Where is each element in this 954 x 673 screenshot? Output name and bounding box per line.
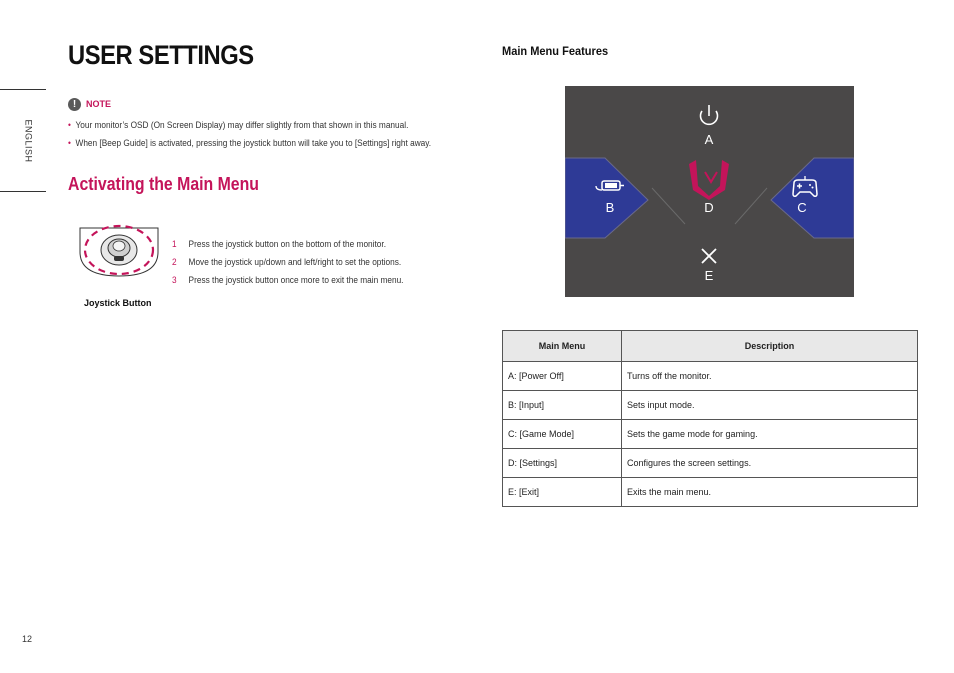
note-bullet (68, 138, 431, 148)
note-bullet-text: When [Beep Guide] is activated, pressing the joystick button will take you to [Settings] right away. (75, 138, 432, 148)
joystick-illustration (76, 222, 162, 280)
step-number: 3 (172, 275, 177, 285)
table-cell-menu: B: [Input] (503, 391, 622, 420)
table-row (503, 391, 918, 420)
page-title: USER SETTINGS (68, 40, 254, 70)
table-cell-menu: C: [Game Mode] (503, 420, 622, 449)
table-cell-description: Sets input mode. (622, 391, 918, 420)
section-heading: Activating the Main Menu (68, 174, 259, 194)
step-item (172, 257, 401, 267)
note-header (68, 96, 111, 112)
table-cell-menu: D: [Settings] (503, 449, 622, 478)
osd-label-b: B (605, 200, 615, 215)
note-bullet (68, 120, 408, 130)
joystick-caption: Joystick Button (84, 298, 152, 308)
step-text: Press the joystick button once more to exit the main menu. (188, 275, 404, 285)
table-row (503, 478, 918, 507)
osd-menu-illustration (565, 86, 854, 297)
table-header-menu: Main Menu (503, 331, 622, 362)
main-menu-table (502, 330, 918, 507)
step-number: 1 (172, 239, 177, 249)
step-item (172, 239, 386, 249)
osd-label-c: C (797, 200, 807, 215)
language-tab (13, 118, 49, 168)
osd-label-a: A (704, 132, 714, 147)
table-cell-description: Sets the game mode for gaming. (622, 420, 918, 449)
table-cell-menu: A: [Power Off] (503, 362, 622, 391)
table-header-description: Description (622, 331, 918, 362)
note-label: NOTE (86, 99, 112, 109)
table-row (503, 362, 918, 391)
table-cell-description: Turns off the monitor. (622, 362, 918, 391)
table-cell-description: Configures the screen settings. (622, 449, 918, 478)
note-bullet-text: Your monitor’s OSD (On Screen Display) may differ slightly from that shown in this manual. (75, 120, 409, 130)
table-header-row (503, 331, 918, 362)
bullet-dot: • (68, 120, 71, 130)
table-cell-description: Exits the main menu. (622, 478, 918, 507)
table-row (503, 449, 918, 478)
step-text: Move the joystick up/down and left/right to set the options. (188, 257, 402, 267)
side-rule-bottom (0, 191, 46, 192)
bullet-dot: • (68, 138, 71, 148)
step-text: Press the joystick button on the bottom of the monitor. (188, 239, 387, 249)
osd-label-d: D (704, 200, 714, 215)
side-rule-top (0, 89, 46, 90)
exclamation-icon: ! (68, 98, 81, 111)
table-row (503, 420, 918, 449)
step-number: 2 (172, 257, 177, 267)
language-label: ENGLISH (23, 119, 34, 163)
osd-label-e: E (704, 268, 714, 283)
table-cell-menu: E: [Exit] (503, 478, 622, 507)
step-item (172, 275, 403, 285)
features-heading: Main Menu Features (502, 44, 609, 58)
page-number: 12 (22, 634, 33, 644)
